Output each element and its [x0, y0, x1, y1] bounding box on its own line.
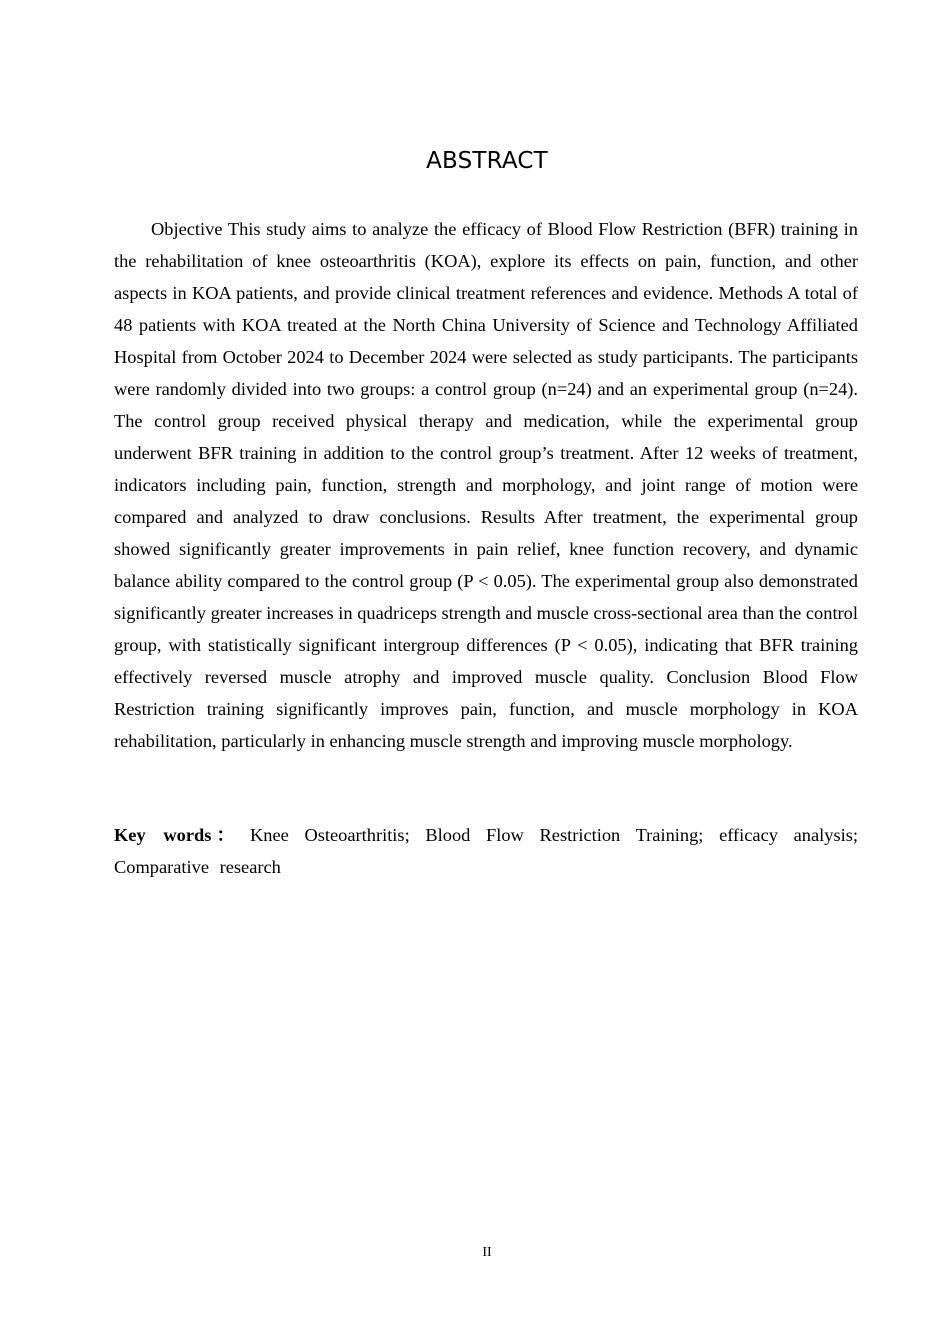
keywords-paragraph [114, 819, 858, 883]
abstract-paragraph: Objective This study aims to analyze the efficacy of Blood Flow Restriction (BFR) training in the rehabilitation of knee osteoarthritis (KOA), explore its effects on pain, function, and other aspects in KOA patients, and provide clinical treatment references and evidence. Methods A total of 48 patients with KOA treated at the North China University of Science and Technology Affiliated Hospital from October 2024 to December 2024 were selected as study participants. The participants were randomly divided into two groups: a control group (n=24) and an experimental group (n=24). The control group received physical therapy and medication, while the experimental group underwent BFR training in addition to the control group’s treatment. After 12 weeks of treatment, indicators including pain, function, strength and morphology, and joint range of motion were compared and analyzed to draw conclusions. Results After treatment, the experimental group showed significantly greater improvements in pain relief, knee function recovery, and dynamic balance ability compared to the control group (P < 0.05). The experimental group also demonstrated significantly greater increases in quadriceps strength and muscle cross-sectional area than the control group, with statistically significant intergroup differences (P < 0.05), indicating that BFR training effectively reversed muscle atrophy and improved muscle quality. Conclusion Blood Flow Restriction training significantly improves pain, function, and muscle morphology in KOA rehabilitation, particularly in enhancing muscle strength and improving muscle morphology. [114, 219, 858, 751]
abstract-title: ABSTRACT [426, 148, 548, 174]
page-number: II [482, 1245, 492, 1260]
keywords-label: Key words： [114, 825, 240, 845]
keywords-list: Knee Osteoarthritis; Blood Flow Restriction Training; efficacy analysis; Comparative research [114, 825, 858, 877]
